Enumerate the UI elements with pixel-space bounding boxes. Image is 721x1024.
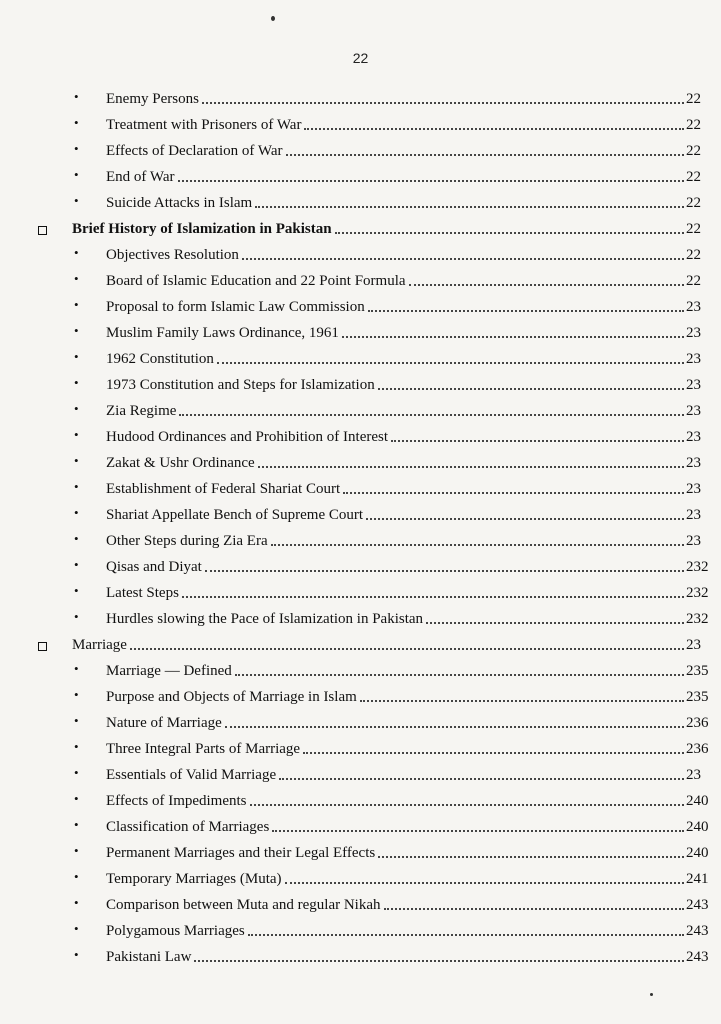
toc-entry <box>0 658 721 680</box>
bullet-icon: • <box>74 765 79 780</box>
toc-entry-title: Suicide Attacks in Islam <box>106 195 253 211</box>
toc-entry <box>0 398 721 420</box>
toc-entry <box>0 710 721 732</box>
dot-leader <box>366 518 684 520</box>
toc-page-number: 22 <box>686 273 701 289</box>
toc-page-number: 236 <box>686 715 709 731</box>
toc-entry-title: Hudood Ordinances and Prohibition of Interest <box>106 429 389 445</box>
toc-page-number: 240 <box>686 793 709 809</box>
toc-page-number: 23 <box>686 377 701 393</box>
toc-page-number: 235 <box>686 663 709 679</box>
bullet-icon: • <box>74 531 79 546</box>
toc-entry-title: Zakat & Ushr Ordinance <box>106 455 255 471</box>
toc-page-number: 243 <box>686 923 709 939</box>
toc-page-number: 22 <box>686 247 701 263</box>
dot-leader <box>343 492 684 494</box>
toc-entry-title: Muslim Family Laws Ordinance, 1961 <box>106 325 339 341</box>
dot-leader <box>250 804 684 806</box>
toc-entry <box>0 424 721 446</box>
toc-entry-title: Hurdles slowing the Pace of Islamization in Pakistan <box>106 611 424 627</box>
bullet-icon: • <box>74 89 79 104</box>
toc-entry-title: Qisas and Diyat <box>106 559 202 575</box>
toc-entry <box>0 736 721 758</box>
toc-entry-title: Establishment of Federal Shariat Court <box>106 481 341 497</box>
dot-leader <box>335 232 684 234</box>
toc-entry <box>0 866 721 888</box>
dot-leader <box>179 414 684 416</box>
toc-entry <box>0 788 721 810</box>
bullet-icon: • <box>74 557 79 572</box>
toc-entry <box>0 814 721 836</box>
bullet-icon: • <box>74 921 79 936</box>
toc-entry <box>0 242 721 264</box>
dot-leader <box>225 726 684 728</box>
toc-entry-title: Pakistani Law <box>106 949 192 965</box>
dot-leader <box>202 102 684 104</box>
checkbox-square-icon <box>38 642 47 651</box>
toc-page-number: 22 <box>686 91 701 107</box>
page-number: 22 <box>352 50 369 66</box>
toc-page-number: 23 <box>686 351 701 367</box>
toc-page-number: 23 <box>686 403 701 419</box>
dot-leader <box>130 648 684 650</box>
toc-entry <box>0 372 721 394</box>
toc-entry <box>0 268 721 290</box>
dot-leader <box>272 830 684 832</box>
bullet-icon: • <box>74 375 79 390</box>
dot-leader <box>303 752 684 754</box>
checkbox-square-icon <box>38 226 47 235</box>
dot-leader <box>242 258 684 260</box>
toc-entry-title: Marriage <box>72 637 127 653</box>
bullet-icon: • <box>74 323 79 338</box>
bullet-icon: • <box>74 869 79 884</box>
toc-entry-title: Board of Islamic Education and 22 Point Formula <box>106 273 406 289</box>
dot-leader <box>248 934 684 936</box>
toc-entry <box>0 580 721 602</box>
toc-entry-title: 1973 Constitution and Steps for Islamization <box>106 377 375 393</box>
toc-entry-title: Enemy Persons <box>106 91 199 107</box>
bullet-icon: • <box>74 505 79 520</box>
dot-leader <box>255 206 684 208</box>
toc-page-number: 23 <box>686 533 701 549</box>
dot-leader <box>409 284 684 286</box>
toc-entry <box>0 450 721 472</box>
toc-entry <box>0 164 721 186</box>
toc-page-number: 22 <box>686 169 701 185</box>
bullet-icon: • <box>74 297 79 312</box>
toc-entry <box>0 840 721 862</box>
toc-entry <box>0 294 721 316</box>
toc-entry <box>0 762 721 784</box>
toc-entry <box>0 528 721 550</box>
toc-page-number: 232 <box>686 585 709 601</box>
bullet-icon: • <box>74 271 79 286</box>
dot-leader <box>285 882 684 884</box>
toc-entry-title: Proposal to form Islamic Law Commission <box>106 299 365 315</box>
toc-entry-title: Zia Regime <box>106 403 177 419</box>
scan-speck <box>650 993 653 996</box>
dot-leader <box>182 596 684 598</box>
bullet-icon: • <box>74 895 79 910</box>
dot-leader <box>391 440 684 442</box>
toc-entry <box>0 86 721 108</box>
dot-leader <box>271 544 684 546</box>
toc-entry <box>0 112 721 134</box>
toc-entry-title: Effects of Declaration of War <box>106 143 283 159</box>
bullet-icon: • <box>74 115 79 130</box>
toc-entry <box>0 476 721 498</box>
bullet-icon: • <box>74 479 79 494</box>
dot-leader <box>368 310 684 312</box>
dot-leader <box>205 570 684 572</box>
toc-page-number: 23 <box>686 299 701 315</box>
toc-entry-title: Brief History of Islamization in Pakistan <box>72 221 332 237</box>
toc-entry-title: Temporary Marriages (Muta) <box>106 871 282 887</box>
toc-entry-title: Permanent Marriages and their Legal Effects <box>106 845 376 861</box>
toc-page-number: 23 <box>686 637 701 653</box>
dot-leader <box>304 128 684 130</box>
dot-leader <box>378 856 684 858</box>
toc-section-heading <box>0 216 721 238</box>
bullet-icon: • <box>74 817 79 832</box>
toc-entry <box>0 892 721 914</box>
toc-page-number: 243 <box>686 949 709 965</box>
bullet-icon: • <box>74 687 79 702</box>
toc-page-number: 23 <box>686 767 701 783</box>
toc-page-number: 23 <box>686 507 701 523</box>
dot-leader <box>178 180 685 182</box>
toc-entry <box>0 320 721 342</box>
toc-entry <box>0 944 721 966</box>
toc-page-number: 236 <box>686 741 709 757</box>
toc-entry-title: Shariat Appellate Bench of Supreme Court <box>106 507 364 523</box>
bullet-icon: • <box>74 401 79 416</box>
bullet-icon: • <box>74 791 79 806</box>
dot-leader <box>426 622 684 624</box>
toc-page-number: 22 <box>686 221 701 237</box>
toc-page-number: 232 <box>686 611 709 627</box>
toc-entry <box>0 606 721 628</box>
bullet-icon: • <box>74 583 79 598</box>
toc-section-heading <box>0 632 721 654</box>
bullet-icon: • <box>74 349 79 364</box>
toc-entry-title: Latest Steps <box>106 585 179 601</box>
toc-page-number: 240 <box>686 845 709 861</box>
toc-entry-title: End of War <box>106 169 175 185</box>
dot-leader <box>235 674 684 676</box>
toc-entry-title: Classification of Marriages <box>106 819 270 835</box>
bullet-icon: • <box>74 843 79 858</box>
toc-entry-title: Essentials of Valid Marriage <box>106 767 277 783</box>
dot-leader <box>342 336 684 338</box>
toc-entry-title: Marriage — Defined <box>106 663 232 679</box>
bullet-icon: • <box>74 661 79 676</box>
dot-leader <box>194 960 684 962</box>
toc-entry-title: Polygamous Marriages <box>106 923 245 939</box>
bullet-icon: • <box>74 609 79 624</box>
bullet-icon: • <box>74 947 79 962</box>
toc-entry-title: Purpose and Objects of Marriage in Islam <box>106 689 357 705</box>
toc-entry <box>0 190 721 212</box>
toc-page-number: 23 <box>686 455 701 471</box>
toc-page-number: 22 <box>686 195 701 211</box>
toc-entry <box>0 138 721 160</box>
toc-page-number: 22 <box>686 143 701 159</box>
toc-page-number: 22 <box>686 117 701 133</box>
dot-leader <box>258 466 684 468</box>
toc-entry-title: Other Steps during Zia Era <box>106 533 268 549</box>
toc-entry-title: Objectives Resolution <box>106 247 239 263</box>
bullet-icon: • <box>74 193 79 208</box>
dot-leader <box>360 700 684 702</box>
toc-page-number: 23 <box>686 481 701 497</box>
toc-page-number: 23 <box>686 325 701 341</box>
bullet-icon: • <box>74 427 79 442</box>
bullet-icon: • <box>74 713 79 728</box>
scan-speck <box>271 16 275 21</box>
bullet-icon: • <box>74 141 79 156</box>
dot-leader <box>378 388 684 390</box>
toc-entry-title: Treatment with Prisoners of War <box>106 117 302 133</box>
toc-page-number: 235 <box>686 689 709 705</box>
bullet-icon: • <box>74 245 79 260</box>
toc-entry <box>0 502 721 524</box>
toc-page-number: 240 <box>686 819 709 835</box>
bullet-icon: • <box>74 739 79 754</box>
toc-page-number: 243 <box>686 897 709 913</box>
toc-entry <box>0 346 721 368</box>
toc-entry-title: 1962 Constitution <box>106 351 214 367</box>
toc-entry-title: Nature of Marriage <box>106 715 222 731</box>
dot-leader <box>286 154 685 156</box>
toc-entry-title: Comparison between Muta and regular Nikah <box>106 897 381 913</box>
bullet-icon: • <box>74 167 79 182</box>
toc-entry <box>0 554 721 576</box>
toc-page-number: 232 <box>686 559 709 575</box>
toc-entry <box>0 684 721 706</box>
bullet-icon: • <box>74 453 79 468</box>
dot-leader <box>384 908 684 910</box>
toc-entry-title: Effects of Impediments <box>106 793 247 809</box>
dot-leader <box>217 362 684 364</box>
toc-entry-title: Three Integral Parts of Marriage <box>106 741 301 757</box>
toc-entry <box>0 918 721 940</box>
toc-page-number: 23 <box>686 429 701 445</box>
dot-leader <box>279 778 684 780</box>
toc-page-number: 241 <box>686 871 709 887</box>
